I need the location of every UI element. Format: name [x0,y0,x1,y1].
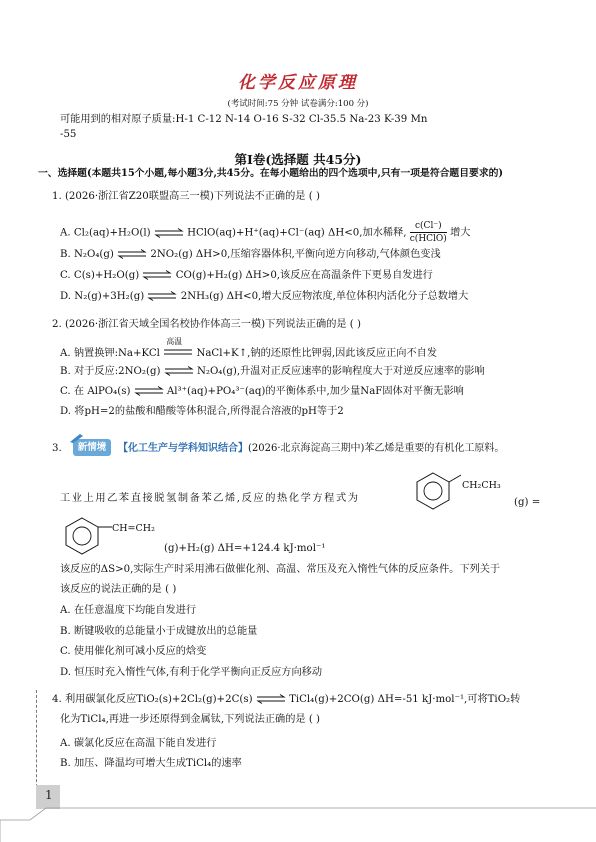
fraction-numerator: c(Cl⁻) [410,220,447,233]
equilibrium-arrow-icon [117,249,147,259]
exam-info: (考试时间:75 分钟 试卷满分:100 分) [227,99,369,109]
q1-b-left: B. N₂O₄(g) [60,249,114,260]
q3-number: 3. [52,443,62,454]
topic-tag: 【化工生产与学科知识结合】 [118,443,248,454]
footer-decoration [0,806,596,842]
high-temp-arrow [163,337,193,360]
q2-a-right: NaCl+K↑,钠的还原性比钾弱,因此该反应正向不自发 [196,348,438,359]
equilibrium-arrow-icon [154,228,184,238]
q3-option-b: B. 断键吸收的总能量小于成键放出的总能量 [60,626,258,637]
q2-option-d: D. 将pH=2的盐酸和醋酸等体积混合,所得混合溶液的pH等于2 [60,406,344,417]
q4-stem-right: TiCl₄(g)+2CO(g) ΔH=-51 kJ·mol⁻¹,可将TiO₂转 [289,694,521,705]
q2-c-right: Al³⁺(aq)+PO₄³⁻(aq)的平衡体系中,加少量NaF固体对平衡无影响 [166,386,464,397]
q1-a-left: A. Cl₂(aq)+H₂O(l) [60,227,151,239]
q4-stem-cont: 化为TiCl₄,再进一步还原得到金属钛,下列说法正确的是 ( ) [60,714,321,725]
atomic-mass-line: 可能用到的相对原子质量:H-1 C-12 N-14 O-16 S-32 Cl-35.5 Na-23 K-39 Mn [60,114,428,125]
q4-stem-left: 4. 利用碳氯化反应TiO₂(s)+2Cl₂(g)+2C(s) [52,694,253,705]
q1-a-tail: 增大 [450,227,471,239]
q3-line2-left: 工业上用乙苯直接脱氢制备苯乙烯,反应的热化学方程式为 [60,493,360,504]
q3-intro: (2026·北京海淀高三期中)苯乙烯是重要的有机化工原料。 [248,443,505,454]
q3-line4: 该反应的ΔS>0,实际生产时采用沸石做催化剂、高温、常压及充入惰性气体的反应条件。下列关于 [60,564,501,575]
q3-line5: 该反应的说法正确的是 ( ) [60,584,177,595]
page-number: 1 [45,788,53,802]
q1-option-a [60,220,470,245]
q3-option-a: A. 在任意温度下均能自发进行 [60,605,197,616]
q3-option-c: C. 使用催化剂可减小反应的焓变 [60,646,207,657]
page-title: 化学反应原理 [238,73,358,93]
equilibrium-arrow-icon [134,386,164,396]
q3-option-d: D. 恒压时充入惰性气体,有利于化学平衡向正反应方向移动 [60,667,323,678]
new-context-badge: 新情境 [73,439,111,456]
q2-a-left: A. 钠置换钾:Na+KCl [60,348,160,359]
equilibrium-arrow-icon [164,366,194,376]
q3-intro-line [118,442,504,456]
q1-option-b [60,248,441,262]
fraction-denominator: c(HClO) [409,234,447,244]
q1-option-c [60,269,433,283]
ethyl-group: CH₂CH₃ [462,480,501,491]
q2-option-a [60,337,438,361]
q1-a-fraction [410,220,447,245]
equilibrium-arrow-icon [147,291,177,301]
atomic-mass-line-cont: -55 [60,129,77,140]
q4-stem [52,693,520,707]
section-instruction: 一、选择题(本题共15个小题,每小题3分,共45分。在每小题给出的四个选项中,只有一项是符合题目要求的) [38,168,504,179]
q4-option-b: B. 加压、降温均可增大生成TiCl₄的速率 [60,758,242,769]
q1-c-right: CO(g)+H₂(g) ΔH>0,该反应在高温条件下更易自发进行 [175,270,433,281]
q3-line2-right: (g) = [514,497,541,508]
q2-option-b [60,365,485,379]
q1-b-right: 2NO₂(g) ΔH>0,压缩容器体积,平衡向逆方向移动,气体颜色变浅 [150,249,441,260]
q2-stem: 2. (2026·浙江省天域全国名校协作体高三一模)下列说法正确的是 ( ) [52,319,361,330]
benzene-ring-icon [62,515,114,557]
reaction-condition: 高温 [166,337,183,346]
q3-line3: (g)+H₂(g) ΔH=+124.4 kJ·mol⁻¹ [164,543,326,554]
q1-stem: 1. (2026·浙江省Z20联盟高三一模)下列说法不正确的是 ( ) [52,191,320,202]
section-title: 第Ⅰ卷(选择题 共45分) [234,152,362,167]
q1-c-left: C. C(s)+H₂O(g) [60,270,140,281]
q1-a-right: HClO(aq)+H⁺(aq)+Cl⁻(aq) ΔH<0,加水稀释, [187,227,407,239]
equilibrium-arrow-icon [256,694,286,704]
benzene-ring-icon [413,470,463,512]
q2-c-left: C. 在 AlPO₄(s) [60,386,131,397]
q4-option-a: A. 碳氯化反应在高温下能自发进行 [60,738,217,749]
q1-d-right: 2NH₃(g) ΔH<0,增大反应物浓度,单位体积内活化分子总数增大 [180,291,469,302]
q2-b-left: B. 对于反应:2NO₂(g) [60,366,161,377]
q1-option-d [60,290,468,304]
vinyl-group: CH=CH₂ [112,523,155,534]
q2-b-right: N₂O₄(g),升温对正反应速率的影响程度大于对逆反应速率的影响 [196,366,485,377]
q1-d-left: D. N₂(g)+3H₂(g) [60,291,145,302]
equilibrium-arrow-icon [142,270,172,280]
q2-option-c [60,385,464,399]
pencil-icon [68,432,86,444]
